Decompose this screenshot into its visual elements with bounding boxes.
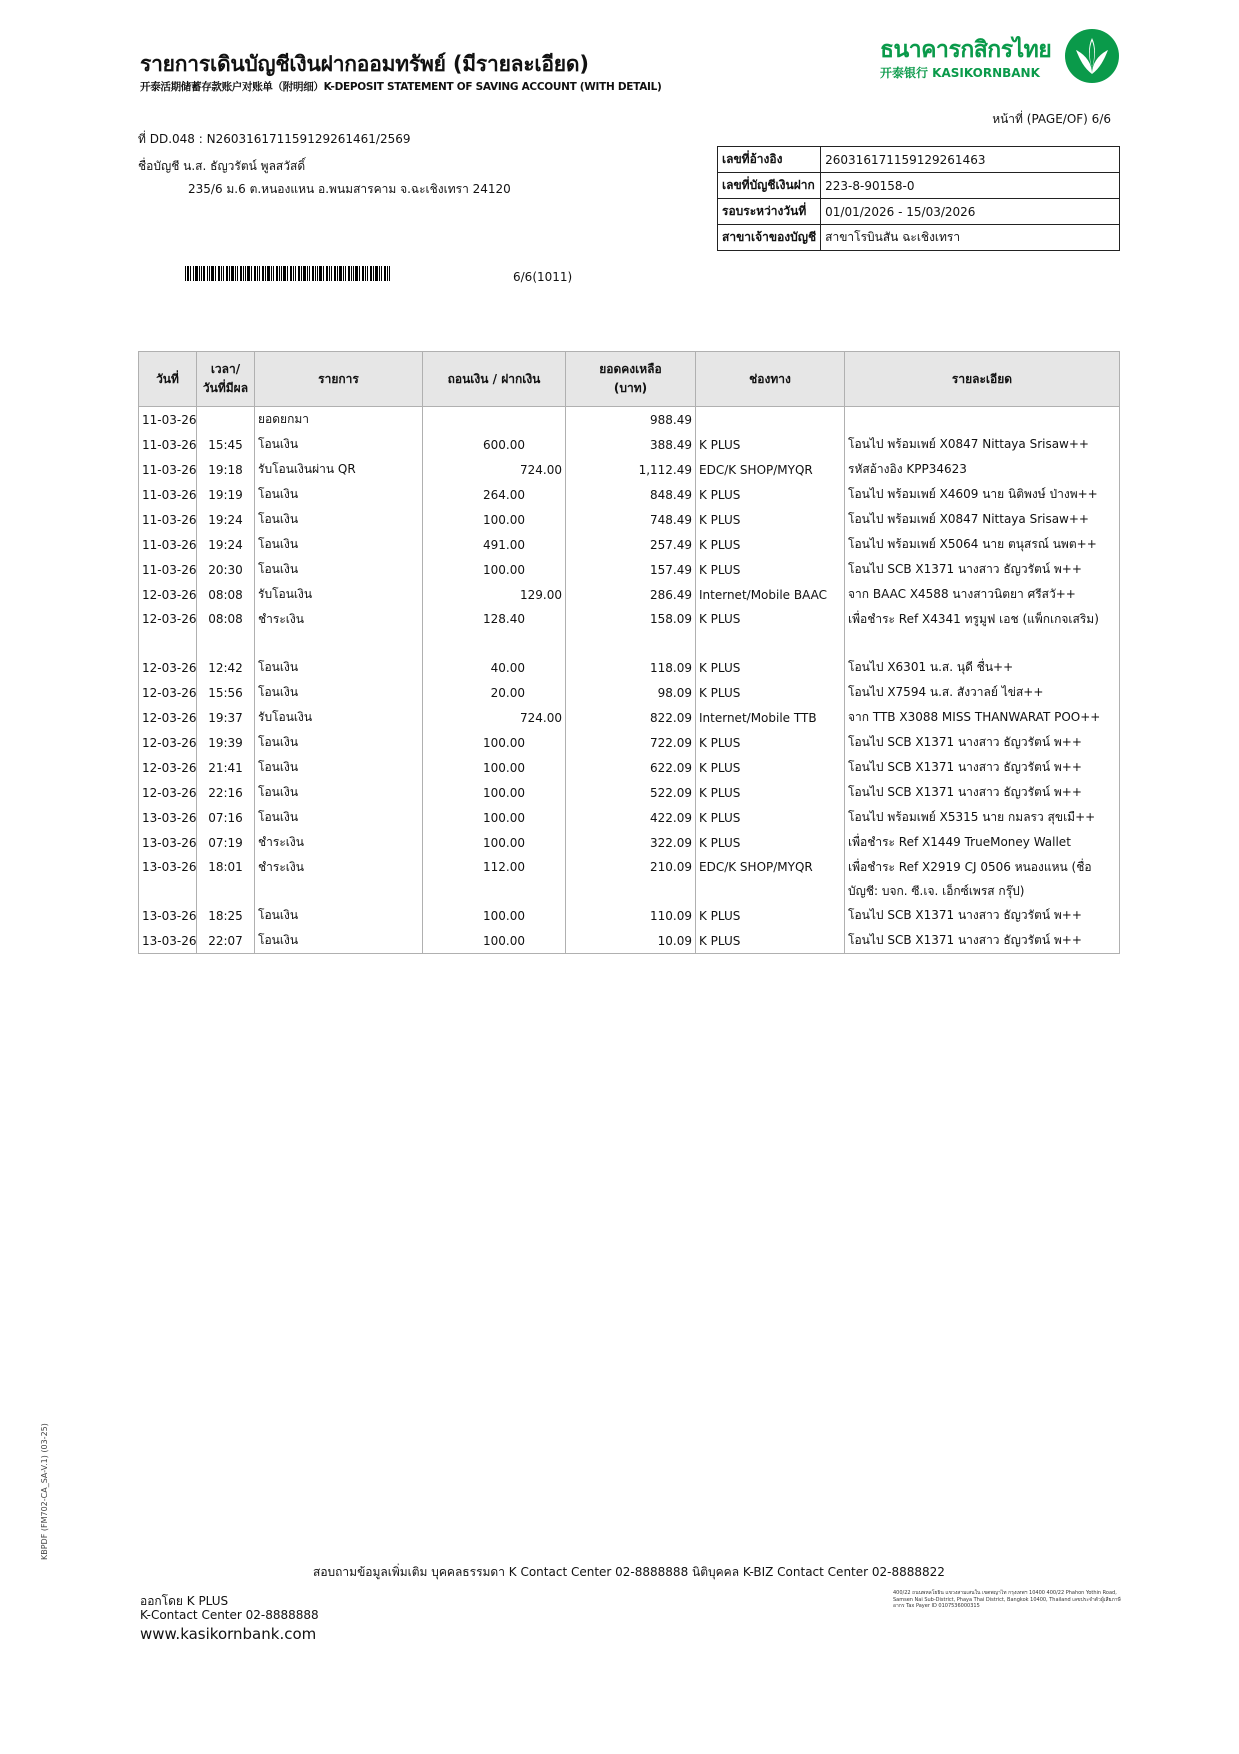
col-header-balance-line1: ยอดคงเหลือ xyxy=(599,362,662,376)
table-row xyxy=(139,507,1120,532)
cell-withdraw xyxy=(423,928,566,954)
cell-channel: K PLUS xyxy=(696,655,845,680)
cell-balance: 1,112.49 xyxy=(566,457,696,482)
cell-time: 19:37 xyxy=(197,705,255,730)
cell-time: 19:24 xyxy=(197,532,255,557)
cell-description: โอนเงิน xyxy=(255,655,423,680)
table-row xyxy=(139,805,1120,830)
cell-detail: รหัสอ้างอิง KPP34623 xyxy=(845,457,1120,482)
withdraw-amount: 264.00 xyxy=(483,487,525,502)
cell-balance: 110.09 xyxy=(566,903,696,928)
info-row-branch xyxy=(718,225,1120,251)
cell-channel xyxy=(696,407,845,433)
col-header-balance-line2: (บาท) xyxy=(613,381,648,395)
cell-balance: 210.09 xyxy=(566,855,696,903)
cell-date: 11-03-26 xyxy=(139,532,197,557)
cell-detail: โอนไป พร้อมเพย์ X0847 Nittaya Srisaw++ xyxy=(845,432,1120,457)
table-row xyxy=(139,432,1120,457)
table-row xyxy=(139,680,1120,705)
cell-detail xyxy=(845,407,1120,433)
cell-balance: 622.09 xyxy=(566,755,696,780)
withdraw-amount: 100.00 xyxy=(483,562,525,577)
cell-channel: K PLUS xyxy=(696,780,845,805)
cell-date: 12-03-26 xyxy=(139,680,197,705)
cell-detail: โอนไป SCB X1371 นางสาว ธัญวรัตน์ พ++ xyxy=(845,903,1120,928)
cell-date: 11-03-26 xyxy=(139,507,197,532)
table-row xyxy=(139,755,1120,780)
cell-detail: โอนไป พร้อมเพย์ X5315 นาย กมลรว สุขเมื++ xyxy=(845,805,1120,830)
cell-time: 15:45 xyxy=(197,432,255,457)
cell-channel: K PLUS xyxy=(696,805,845,830)
table-row xyxy=(139,582,1120,607)
cell-time: 21:41 xyxy=(197,755,255,780)
cell-date: 12-03-26 xyxy=(139,780,197,805)
cell-description: โอนเงิน xyxy=(255,680,423,705)
withdraw-amount: 100.00 xyxy=(483,760,525,775)
cell-channel: EDC/K SHOP/MYQR xyxy=(696,457,845,482)
cell-description: โอนเงิน xyxy=(255,432,423,457)
cell-channel: K PLUS xyxy=(696,755,845,780)
kbank-leaf-icon xyxy=(1064,28,1120,84)
document-number: ที่ DD.048 : N260316171159129261461/2569 xyxy=(138,132,411,146)
website-link[interactable]: www.kasikornbank.com xyxy=(140,1625,317,1643)
cell-description: รับโอนเงิน xyxy=(255,705,423,730)
cell-detail: โอนไป X7594 น.ส. สังวาลย์ ไข่ส++ xyxy=(845,680,1120,705)
cell-balance: 257.49 xyxy=(566,532,696,557)
cell-description: โอนเงิน xyxy=(255,903,423,928)
period-value: 01/01/2026 - 15/03/2026 xyxy=(821,199,1120,225)
transaction-table xyxy=(138,351,1120,954)
cell-time xyxy=(197,407,255,433)
table-row xyxy=(139,830,1120,855)
cell-withdraw xyxy=(423,755,566,780)
cell-channel: K PLUS xyxy=(696,557,845,582)
withdraw-amount: 491.00 xyxy=(483,537,525,552)
cell-balance: 422.09 xyxy=(566,805,696,830)
col-header-description: รายการ xyxy=(255,352,423,407)
cell-channel: Internet/Mobile BAAC xyxy=(696,582,845,607)
cell-withdraw xyxy=(423,805,566,830)
cell-channel: K PLUS xyxy=(696,830,845,855)
table-row xyxy=(139,855,1120,903)
cell-detail: โอนไป SCB X1371 นางสาว ธัญวรัตน์ พ++ xyxy=(845,730,1120,755)
account-number-value: 223-8-90158-0 xyxy=(821,173,1120,199)
cell-time: 18:01 xyxy=(197,855,255,903)
cell-withdraw xyxy=(423,730,566,755)
barcode-number: 6/6(1011) xyxy=(513,270,573,284)
col-header-date: วันที่ xyxy=(139,352,197,407)
info-row-reference xyxy=(718,147,1120,173)
cell-channel: K PLUS xyxy=(696,482,845,507)
cell-time: 22:16 xyxy=(197,780,255,805)
cell-time: 18:25 xyxy=(197,903,255,928)
withdraw-amount: 100.00 xyxy=(483,835,525,850)
table-row xyxy=(139,730,1120,755)
cell-time: 08:08 xyxy=(197,582,255,607)
cell-withdraw xyxy=(423,507,566,532)
cell-detail: จาก BAAC X4588 นางสาวนิตยา ศรีสวั++ xyxy=(845,582,1120,607)
cell-balance: 822.09 xyxy=(566,705,696,730)
table-row xyxy=(139,705,1120,730)
cell-balance: 322.09 xyxy=(566,830,696,855)
cell-withdraw xyxy=(423,855,566,903)
cell-withdraw xyxy=(423,680,566,705)
cell-withdraw xyxy=(423,432,566,457)
cell-time: 15:56 xyxy=(197,680,255,705)
cell-channel: K PLUS xyxy=(696,432,845,457)
table-row xyxy=(139,928,1120,954)
cell-time: 12:42 xyxy=(197,655,255,680)
cell-withdraw xyxy=(423,607,566,655)
logo-text-en: 开泰银行 KASIKORNBANK xyxy=(880,66,1040,80)
cell-description: ชำระเงิน xyxy=(255,830,423,855)
cell-date: 12-03-26 xyxy=(139,705,197,730)
cell-withdraw xyxy=(423,655,566,680)
deposit-amount: 724.00 xyxy=(520,710,562,725)
cell-time: 19:24 xyxy=(197,507,255,532)
table-row xyxy=(139,457,1120,482)
cell-time: 22:07 xyxy=(197,928,255,954)
cell-date: 11-03-26 xyxy=(139,482,197,507)
cell-channel: K PLUS xyxy=(696,532,845,557)
bank-address-block: 400/22 ถนนพหลโยธิน แขวงสามเสนใน เขตพญาไท กรุงเทพฯ 10400 400/22 Phahon Yothin Road, Samsen Nai Sub-District, Phaya Thai District, Bangkok 10400, Thailand เลขประจำตัวผู้เสียภาษีอากร Tax Payer ID 0107536000315 xyxy=(893,1590,1121,1609)
col-header-balance xyxy=(566,352,696,407)
cell-channel: K PLUS xyxy=(696,680,845,705)
cell-date: 13-03-26 xyxy=(139,855,197,903)
cell-date: 11-03-26 xyxy=(139,432,197,457)
account-address: 235/6 ม.6 ต.หนองแหน อ.พนมสารคาม จ.ฉะเชิงเทรา 24120 xyxy=(188,182,511,196)
branch-value: สาขาโรบินสัน ฉะเชิงเทรา xyxy=(821,225,1120,251)
branch-label: สาขาเจ้าของบัญชี xyxy=(718,225,821,251)
cell-channel: K PLUS xyxy=(696,730,845,755)
cell-date: 11-03-26 xyxy=(139,407,197,433)
table-row xyxy=(139,557,1120,582)
cell-description: ยอดยกมา xyxy=(255,407,423,433)
account-name: ชื่อบัญชี น.ส. ธัญวรัตน์ พูลสวัสดิ์ xyxy=(138,159,306,173)
cell-channel: Internet/Mobile TTB xyxy=(696,705,845,730)
cell-balance: 157.49 xyxy=(566,557,696,582)
cell-channel: K PLUS xyxy=(696,903,845,928)
withdraw-amount: 112.00 xyxy=(483,860,525,874)
cell-date: 13-03-26 xyxy=(139,903,197,928)
cell-date: 13-03-26 xyxy=(139,830,197,855)
reference-value: 260316171159129261463 xyxy=(821,147,1120,173)
cell-description: ชำระเงิน xyxy=(255,607,423,655)
cell-balance: 388.49 xyxy=(566,432,696,457)
cell-description: โอนเงิน xyxy=(255,507,423,532)
cell-balance: 118.09 xyxy=(566,655,696,680)
cell-withdraw xyxy=(423,903,566,928)
cell-balance: 158.09 xyxy=(566,607,696,655)
cell-balance: 98.09 xyxy=(566,680,696,705)
cell-time: 19:18 xyxy=(197,457,255,482)
col-header-time-line2: วันที่มีผล xyxy=(202,381,249,395)
withdraw-amount: 100.00 xyxy=(483,810,525,825)
col-header-time xyxy=(197,352,255,407)
withdraw-amount: 100.00 xyxy=(483,933,525,948)
statement-title: รายการเดินบัญชีเงินฝากออมทรัพย์ (มีรายละเอียด) xyxy=(140,52,589,76)
table-row xyxy=(139,903,1120,928)
cell-detail: จาก TTB X3088 MISS THANWARAT POO++ xyxy=(845,705,1120,730)
col-header-channel: ช่องทาง xyxy=(696,352,845,407)
cell-detail: เพื่อชำระ Ref X2919 CJ 0506 หนองแหน (ชื่อบัญชี: บจก. ซี.เจ. เอ็กซ์เพรส กรุ๊ป) xyxy=(845,855,1120,903)
cell-date: 11-03-26 xyxy=(139,557,197,582)
period-label: รอบระหว่างวันที่ xyxy=(718,199,821,225)
cell-time: 08:08 xyxy=(197,607,255,655)
cell-description: โอนเงิน xyxy=(255,755,423,780)
cell-detail: โอนไป SCB X1371 นางสาว ธัญวรัตน์ พ++ xyxy=(845,780,1120,805)
withdraw-amount: 128.40 xyxy=(483,612,525,626)
cell-withdraw xyxy=(423,557,566,582)
cell-withdraw xyxy=(423,705,566,730)
withdraw-amount: 40.00 xyxy=(490,660,525,675)
table-row xyxy=(139,407,1120,433)
table-row xyxy=(139,482,1120,507)
cell-description: รับโอนเงินผ่าน QR xyxy=(255,457,423,482)
col-header-detail: รายละเอียด xyxy=(845,352,1120,407)
cell-description: โอนเงิน xyxy=(255,482,423,507)
cell-balance: 522.09 xyxy=(566,780,696,805)
barcode-icon xyxy=(185,266,390,281)
cell-description: โอนเงิน xyxy=(255,532,423,557)
cell-detail: โอนไป พร้อมเพย์ X5064 นาย ตนุสรณ์ นพต++ xyxy=(845,532,1120,557)
withdraw-amount: 100.00 xyxy=(483,735,525,750)
cell-time: 07:19 xyxy=(197,830,255,855)
cell-withdraw xyxy=(423,482,566,507)
issued-by: ออกโดย K PLUS xyxy=(140,1594,229,1608)
deposit-amount: 724.00 xyxy=(520,462,562,477)
cell-date: 13-03-26 xyxy=(139,928,197,954)
k-contact-center: K-Contact Center 02-8888888 xyxy=(140,1608,319,1622)
cell-detail: เพื่อชำระ Ref X1449 TrueMoney Wallet xyxy=(845,830,1120,855)
cell-date: 11-03-26 xyxy=(139,457,197,482)
cell-date: 13-03-26 xyxy=(139,805,197,830)
account-number-label: เลขที่บัญชีเงินฝาก xyxy=(718,173,821,199)
cell-detail: โอนไป X6301 น.ส. นุดี ชื่น++ xyxy=(845,655,1120,680)
cell-date: 12-03-26 xyxy=(139,582,197,607)
withdraw-amount: 100.00 xyxy=(483,512,525,527)
logo-text-th: ธนาคารกสิกรไทย xyxy=(880,37,1052,63)
cell-withdraw xyxy=(423,780,566,805)
cell-detail: เพื่อชำระ Ref X4341 ทรูมูฟ เอช (แพ็กเกจเสริม) xyxy=(845,607,1120,655)
cell-channel: K PLUS xyxy=(696,607,845,655)
cell-balance: 10.09 xyxy=(566,928,696,954)
cell-description: โอนเงิน xyxy=(255,730,423,755)
col-header-time-line1: เวลา/ xyxy=(210,362,241,376)
table-row xyxy=(139,780,1120,805)
cell-detail: โอนไป พร้อมเพย์ X0847 Nittaya Srisaw++ xyxy=(845,507,1120,532)
withdraw-amount: 20.00 xyxy=(490,685,525,700)
cell-detail: โอนไป SCB X1371 นางสาว ธัญวรัตน์ พ++ xyxy=(845,928,1120,954)
form-code: KBPDF (FM702-CA_SA-V.1) (03-25) xyxy=(40,1423,49,1560)
account-info-table xyxy=(717,146,1120,251)
cell-date: 12-03-26 xyxy=(139,730,197,755)
statement-subtitle: 开泰活期储蓄存款账户对账单（附明细）K-DEPOSIT STATEMENT OF SAVING ACCOUNT (WITH DETAIL) xyxy=(140,81,662,93)
page-indicator: หน้าที่ (PAGE/OF) 6/6 xyxy=(992,112,1111,126)
cell-balance: 722.09 xyxy=(566,730,696,755)
bank-logo xyxy=(880,28,1120,90)
cell-description: โอนเงิน xyxy=(255,780,423,805)
cell-withdraw xyxy=(423,532,566,557)
cell-time: 19:39 xyxy=(197,730,255,755)
withdraw-amount: 100.00 xyxy=(483,908,525,923)
table-row xyxy=(139,655,1120,680)
cell-balance: 988.49 xyxy=(566,407,696,433)
cell-time: 19:19 xyxy=(197,482,255,507)
cell-withdraw xyxy=(423,582,566,607)
cell-description: โอนเงิน xyxy=(255,557,423,582)
contact-info: สอบถามข้อมูลเพิ่มเติม บุคคลธรรมดา K Contact Center 02-8888888 นิติบุคคล K-BIZ Contact Center 02-8888822 xyxy=(313,1565,945,1579)
cell-date: 12-03-26 xyxy=(139,607,197,655)
cell-time: 07:16 xyxy=(197,805,255,830)
col-header-amount: ถอนเงิน / ฝากเงิน xyxy=(423,352,566,407)
cell-balance: 848.49 xyxy=(566,482,696,507)
cell-channel: EDC/K SHOP/MYQR xyxy=(696,855,845,903)
info-row-period xyxy=(718,199,1120,225)
table-header-row xyxy=(139,352,1120,407)
cell-description: โอนเงิน xyxy=(255,805,423,830)
cell-date: 12-03-26 xyxy=(139,655,197,680)
cell-balance: 286.49 xyxy=(566,582,696,607)
cell-date: 12-03-26 xyxy=(139,755,197,780)
cell-detail: โอนไป SCB X1371 นางสาว ธัญวรัตน์ พ++ xyxy=(845,755,1120,780)
cell-detail: โอนไป พร้อมเพย์ X4609 นาย นิติพงษ์ ป่างพ++ xyxy=(845,482,1120,507)
withdraw-amount: 100.00 xyxy=(483,785,525,800)
cell-time: 20:30 xyxy=(197,557,255,582)
cell-withdraw xyxy=(423,830,566,855)
deposit-amount: 129.00 xyxy=(520,587,562,602)
withdraw-amount: 600.00 xyxy=(483,437,525,452)
cell-balance: 748.49 xyxy=(566,507,696,532)
reference-label: เลขที่อ้างอิง xyxy=(718,147,821,173)
cell-channel: K PLUS xyxy=(696,507,845,532)
info-row-account xyxy=(718,173,1120,199)
cell-description: ชำระเงิน xyxy=(255,855,423,903)
cell-channel: K PLUS xyxy=(696,928,845,954)
cell-description: โอนเงิน xyxy=(255,928,423,954)
cell-withdraw xyxy=(423,407,566,433)
cell-withdraw xyxy=(423,457,566,482)
cell-description: รับโอนเงิน xyxy=(255,582,423,607)
table-row xyxy=(139,532,1120,557)
table-row xyxy=(139,607,1120,655)
cell-detail: โอนไป SCB X1371 นางสาว ธัญวรัตน์ พ++ xyxy=(845,557,1120,582)
